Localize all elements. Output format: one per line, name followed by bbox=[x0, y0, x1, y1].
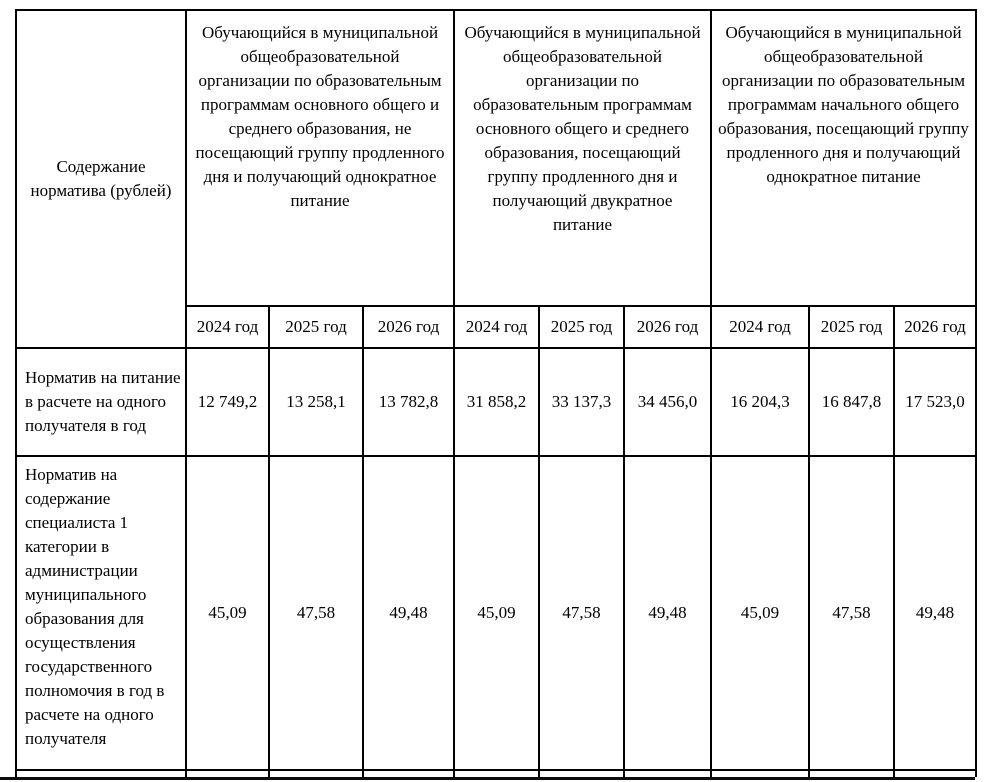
value-cell: 13 258,1 bbox=[269, 348, 363, 456]
value-cell: 13 782,8 bbox=[363, 348, 454, 456]
value-cell: 17 523,0 bbox=[894, 348, 976, 456]
value-cell: 45,09 bbox=[186, 456, 269, 770]
clipped-next-row bbox=[16, 770, 976, 777]
year-header-cell: 2024 год bbox=[454, 306, 539, 348]
norms-table bbox=[15, 9, 977, 777]
value-cell: 49,48 bbox=[624, 456, 711, 770]
table-row bbox=[16, 348, 976, 456]
group-header-row bbox=[16, 10, 976, 306]
value-cell: 47,58 bbox=[269, 456, 363, 770]
year-header-cell: 2024 год bbox=[186, 306, 269, 348]
value-cell: 45,09 bbox=[711, 456, 809, 770]
group-header-cell-2: Обучающийся в муниципальной общеобразовательной организации по образовательным программам основного общего и среднего образования, посещающий группу продленного дня и получающий двукратное питание bbox=[454, 10, 711, 306]
year-header-cell: 2026 год bbox=[363, 306, 454, 348]
year-header-cell: 2025 год bbox=[269, 306, 363, 348]
value-cell: 49,48 bbox=[894, 456, 976, 770]
corner-header-cell: Содержание норматива (рублей) bbox=[16, 10, 186, 348]
value-cell: 31 858,2 bbox=[454, 348, 539, 456]
value-cell: 16 204,3 bbox=[711, 348, 809, 456]
value-cell: 45,09 bbox=[454, 456, 539, 770]
year-header-cell: 2025 год bbox=[809, 306, 894, 348]
group-header-cell-3: Обучающийся в муниципальной общеобразовательной организации по образовательным программам начального общего образования, посещающий группу продленного дня и получающий однократное питание bbox=[711, 10, 976, 306]
value-cell: 49,48 bbox=[363, 456, 454, 770]
value-cell: 16 847,8 bbox=[809, 348, 894, 456]
value-cell: 47,58 bbox=[539, 456, 624, 770]
year-header-cell: 2025 год bbox=[539, 306, 624, 348]
year-header-cell: 2026 год bbox=[624, 306, 711, 348]
value-cell: 33 137,3 bbox=[539, 348, 624, 456]
value-cell: 34 456,0 bbox=[624, 348, 711, 456]
row-label-cell: Норматив на содержание специалиста 1 категории в администрации муниципального образования для осуществления государственного полномочия в год в расчете на одного получателя bbox=[16, 456, 186, 770]
year-header-cell: 2024 год bbox=[711, 306, 809, 348]
value-cell: 12 749,2 bbox=[186, 348, 269, 456]
group-header-cell-1: Обучающийся в муниципальной общеобразовательной организации по образовательным программам основного общего и среднего образования, не посещающий группу продленного дня и получающий однократное питание bbox=[186, 10, 454, 306]
table-row bbox=[16, 456, 976, 770]
year-header-cell: 2026 год bbox=[894, 306, 976, 348]
page-bottom-edge bbox=[0, 777, 975, 780]
row-label-cell: Норматив на питание в расчете на одного получателя в год bbox=[16, 348, 186, 456]
value-cell: 47,58 bbox=[809, 456, 894, 770]
